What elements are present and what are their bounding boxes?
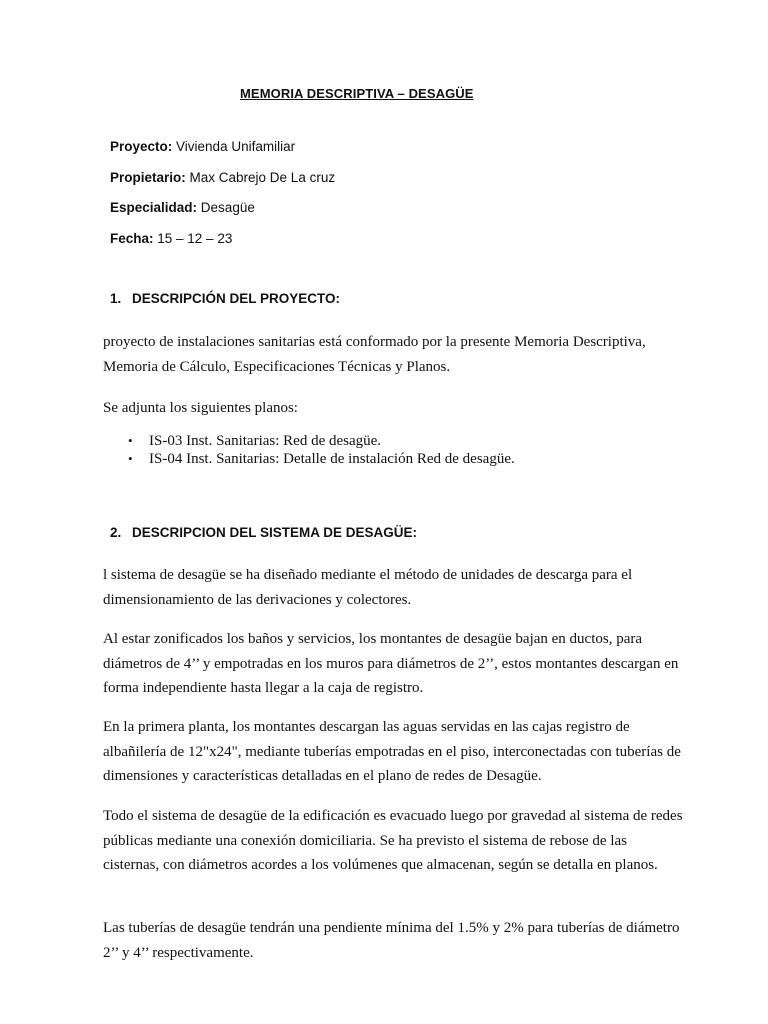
bullet-icon: • xyxy=(128,433,133,448)
field-fecha xyxy=(110,231,232,246)
field-value: Vivienda Unifamiliar xyxy=(172,139,296,154)
bullet-icon: • xyxy=(128,451,133,466)
section-number: 2. xyxy=(110,525,122,540)
list-item xyxy=(128,432,515,450)
paragraph: En la primera planta, los montantes descargan las aguas servidas en las cajas registro de albañilería de 12"x24", mediante tuberías empotradas en el piso, interconectadas con tuberías de dimensiones y características detalladas en el plano de redes de Desagüe. xyxy=(103,719,681,784)
document-title: MEMORIA DESCRIPTIVA – DESAGÜE xyxy=(240,86,474,101)
field-propietario xyxy=(110,170,335,185)
paragraph: proyecto de instalaciones sanitarias está conformado por la presente Memoria Descriptiva, Memoria de Cálculo, Especificaciones Técnicas y Planos. xyxy=(103,334,646,375)
planos-list xyxy=(128,432,515,468)
field-label: Proyecto: xyxy=(110,139,173,154)
list-item xyxy=(128,450,515,468)
paragraph-planos-intro: Se adjunta los siguientes planos: xyxy=(103,400,298,416)
section-title: DESCRIPCIÓN DEL PROYECTO: xyxy=(132,291,341,306)
paragraph: Las tuberías de desagüe tendrán una pendiente mínima del 1.5% y 2% para tuberías de diámetro 2’’ y 4’’ respectivamente. xyxy=(103,920,680,961)
list-item-text: IS-04 Inst. Sanitarias: Detalle de instalación Red de desagüe. xyxy=(149,451,515,467)
section-number: 1. xyxy=(110,291,122,306)
field-label: Propietario: xyxy=(110,170,186,185)
field-value: 15 – 12 – 23 xyxy=(153,231,233,246)
field-value: Max Cabrejo De La cruz xyxy=(185,170,336,185)
paragraph: Todo el sistema de desagüe de la edificación es evacuado luego por gravedad al sistema de redes públicas mediante una conexión domiciliaria. Se ha previsto el sistema de rebose de las cisternas, con diámetros acordes a los volúmenes que almacenan, según se detalla en planos. xyxy=(103,808,683,873)
section-heading-sistema-desague xyxy=(110,525,417,540)
field-label: Fecha: xyxy=(110,231,154,246)
list-item-text: IS-03 Inst. Sanitarias: Red de desagüe. xyxy=(149,433,382,449)
field-label: Especialidad: xyxy=(110,200,198,215)
field-value: Desagüe xyxy=(197,200,255,215)
section-title: DESCRIPCION DEL SISTEMA DE DESAGÜE: xyxy=(132,525,418,540)
paragraph: Al estar zonificados los baños y servicios, los montantes de desagüe bajan en ductos, para diámetros de 4’’ y empotradas en los muros para diámetros de 2’’, estos montantes descargan en forma independiente hasta llegar a la caja de registro. xyxy=(103,631,679,696)
field-especialidad xyxy=(110,200,255,215)
field-proyecto xyxy=(110,139,295,154)
section-heading-descripcion-proyecto xyxy=(110,291,340,306)
paragraph: l sistema de desagüe se ha diseñado mediante el método de unidades de descarga para el dimensionamiento de las derivaciones y colectores. xyxy=(103,567,633,608)
